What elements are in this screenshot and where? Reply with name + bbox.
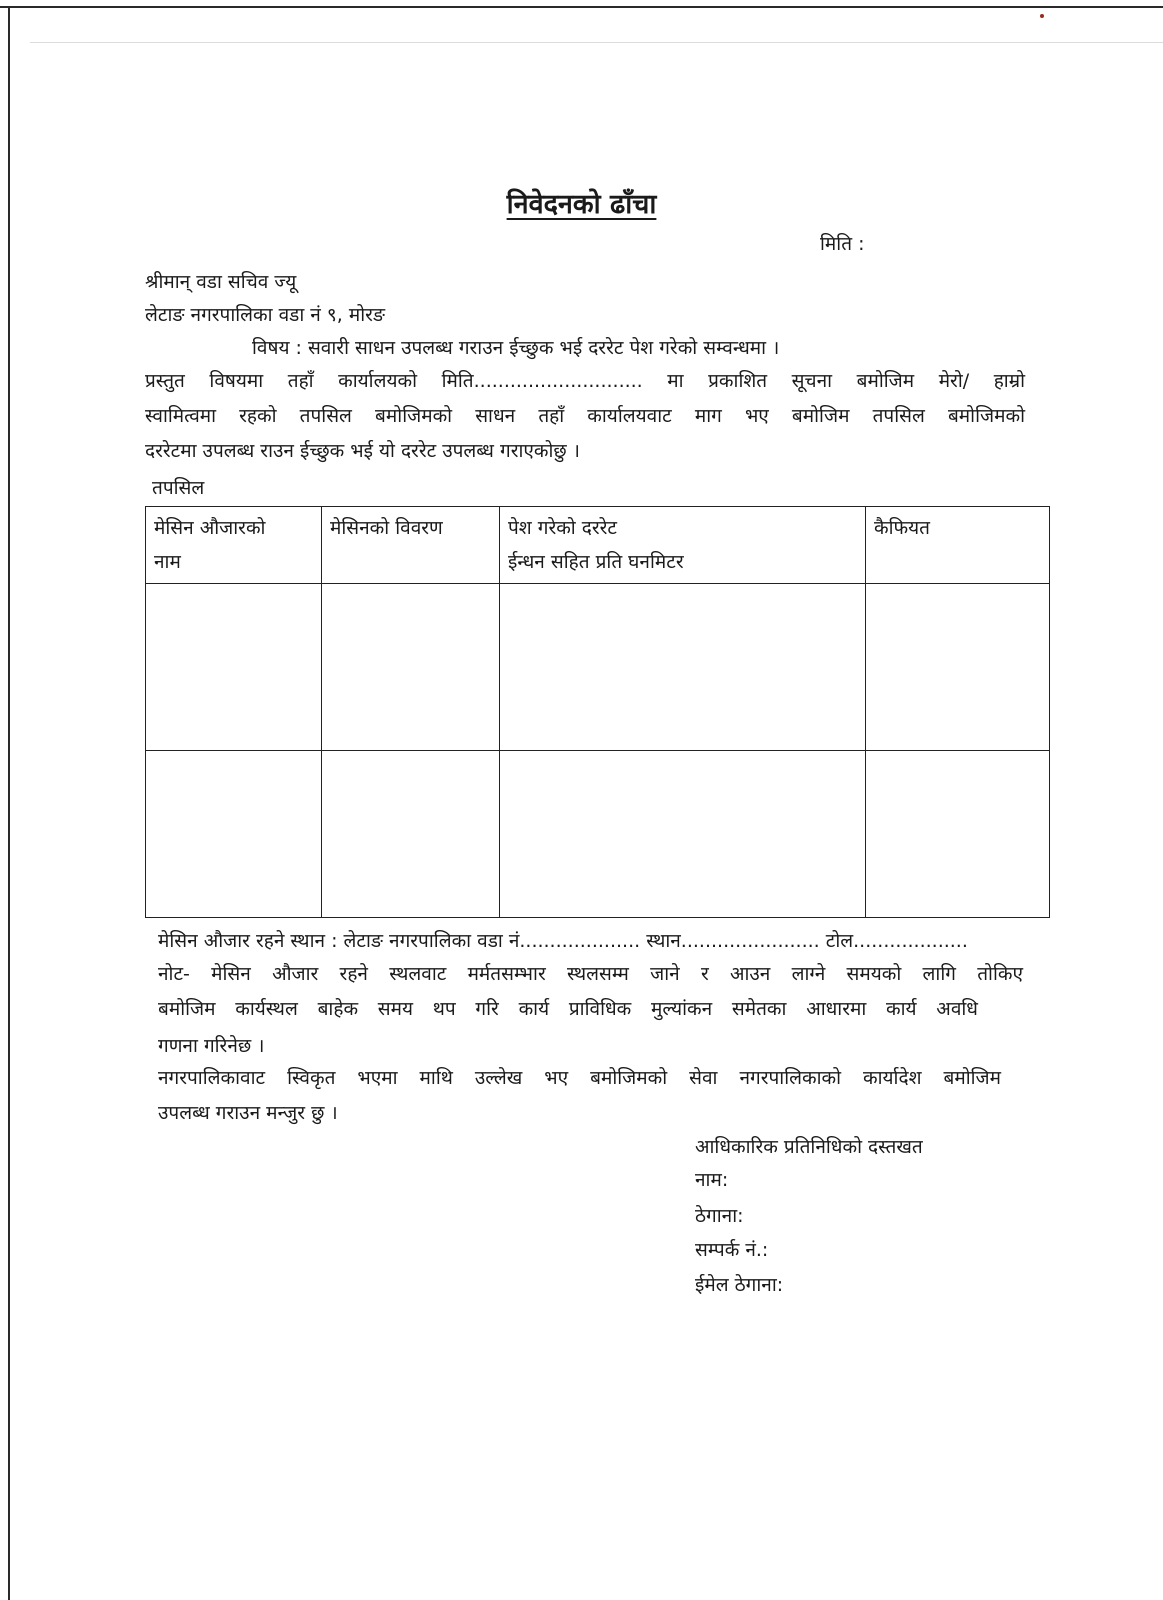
machine-location-line: मेसिन औजार रहने स्थान : लेटाङ नगरपालिका वडा नं.................... स्थान....................... टोल................... <box>158 930 968 952</box>
signature-address-label: ठेगाना: <box>695 1205 744 1227</box>
scan-edge-left <box>8 6 10 1600</box>
header-text: ईन्धन सहित प्रति घनमिटर <box>508 551 684 573</box>
header-text: पेश गरेको दररेट <box>508 517 617 539</box>
table-cell[interactable] <box>146 751 322 918</box>
body-line-2: स्वामित्वमा रहको तपसिल बमोजिमको साधन तहाँ कार्यालयवाट माग भए बमोजिम तपसिल बमोजिमको <box>145 405 1025 427</box>
table-cell[interactable] <box>866 584 1050 751</box>
ink-speck <box>1040 14 1044 18</box>
note-line-2: बमोजिम कार्यस्थल बाहेक समय थप गरि कार्य प्राविधिक मुल्यांकन समेतका आधारमा कार्य अवधि <box>158 998 978 1020</box>
table-cell[interactable] <box>322 584 500 751</box>
date-label: मिति : <box>820 233 865 255</box>
header-text: नाम <box>154 551 181 573</box>
header-machine-name <box>146 507 322 584</box>
table-cell[interactable] <box>500 751 866 918</box>
header-text: मेसिन औजारको <box>154 517 266 539</box>
office-address: लेटाङ नगरपालिका वडा नं ९, मोरङ <box>145 304 385 326</box>
table-cell[interactable] <box>146 584 322 751</box>
scan-fold-line <box>30 42 1163 43</box>
table-row <box>146 584 1050 751</box>
table-row <box>146 751 1050 918</box>
addressee: श्रीमान् वडा सचिव ज्यू <box>145 271 297 293</box>
approval-line-2: उपलब्ध गराउन मन्जुर छु । <box>158 1102 338 1124</box>
header-remarks <box>866 507 1050 584</box>
table-header-row <box>146 507 1050 584</box>
table-cell[interactable] <box>866 751 1050 918</box>
note-line-3: गणना गरिनेछ । <box>158 1035 265 1057</box>
signature-name-label: नाम: <box>695 1169 729 1191</box>
table-cell[interactable] <box>500 584 866 751</box>
signature-contact-label: सम्पर्क नं.: <box>695 1239 769 1261</box>
signature-email-label: ईमेल ठेगाना: <box>695 1274 784 1296</box>
header-text: मेसिनको विवरण <box>330 517 443 539</box>
body-line-3: दररेटमा उपलब्ध राउन ईच्छुक भई यो दररेट उपलब्ध गराएकोछु । <box>145 440 580 462</box>
header-text: कैफियत <box>874 517 931 539</box>
form-title: निवेदनको ढाँचा <box>506 189 657 220</box>
body-line-1: प्रस्तुत विषयमा तहाँ कार्यालयको मिति............................ मा प्रकाशित सूचना बमोजिम मेरो/ हाम्रो <box>145 370 1025 392</box>
header-rate <box>500 507 866 584</box>
scan-edge-top <box>0 6 1163 8</box>
subject-line: विषय : सवारी साधन उपलब्ध गराउन ईच्छुक भई दररेट पेश गरेको सम्वन्धमा । <box>252 337 780 359</box>
approval-line-1: नगरपालिकावाट स्विकृत भएमा माथि उल्लेख भए बमोजिमको सेवा नगरपालिकाको कार्यादेश बमोजिम <box>158 1067 1001 1089</box>
header-machine-description <box>322 507 500 584</box>
note-line-1: नोट- मेसिन औजार रहने स्थलवाट मर्मतसम्भार स्थलसम्म जाने र आउन लाग्ने समयको लागि तोकिए <box>158 963 1023 985</box>
details-table <box>145 506 1050 918</box>
table-cell[interactable] <box>322 751 500 918</box>
signature-heading: आधिकारिक प्रतिनिधिको दस्तखत <box>695 1136 923 1158</box>
tapsil-label: तपसिल <box>152 477 205 499</box>
